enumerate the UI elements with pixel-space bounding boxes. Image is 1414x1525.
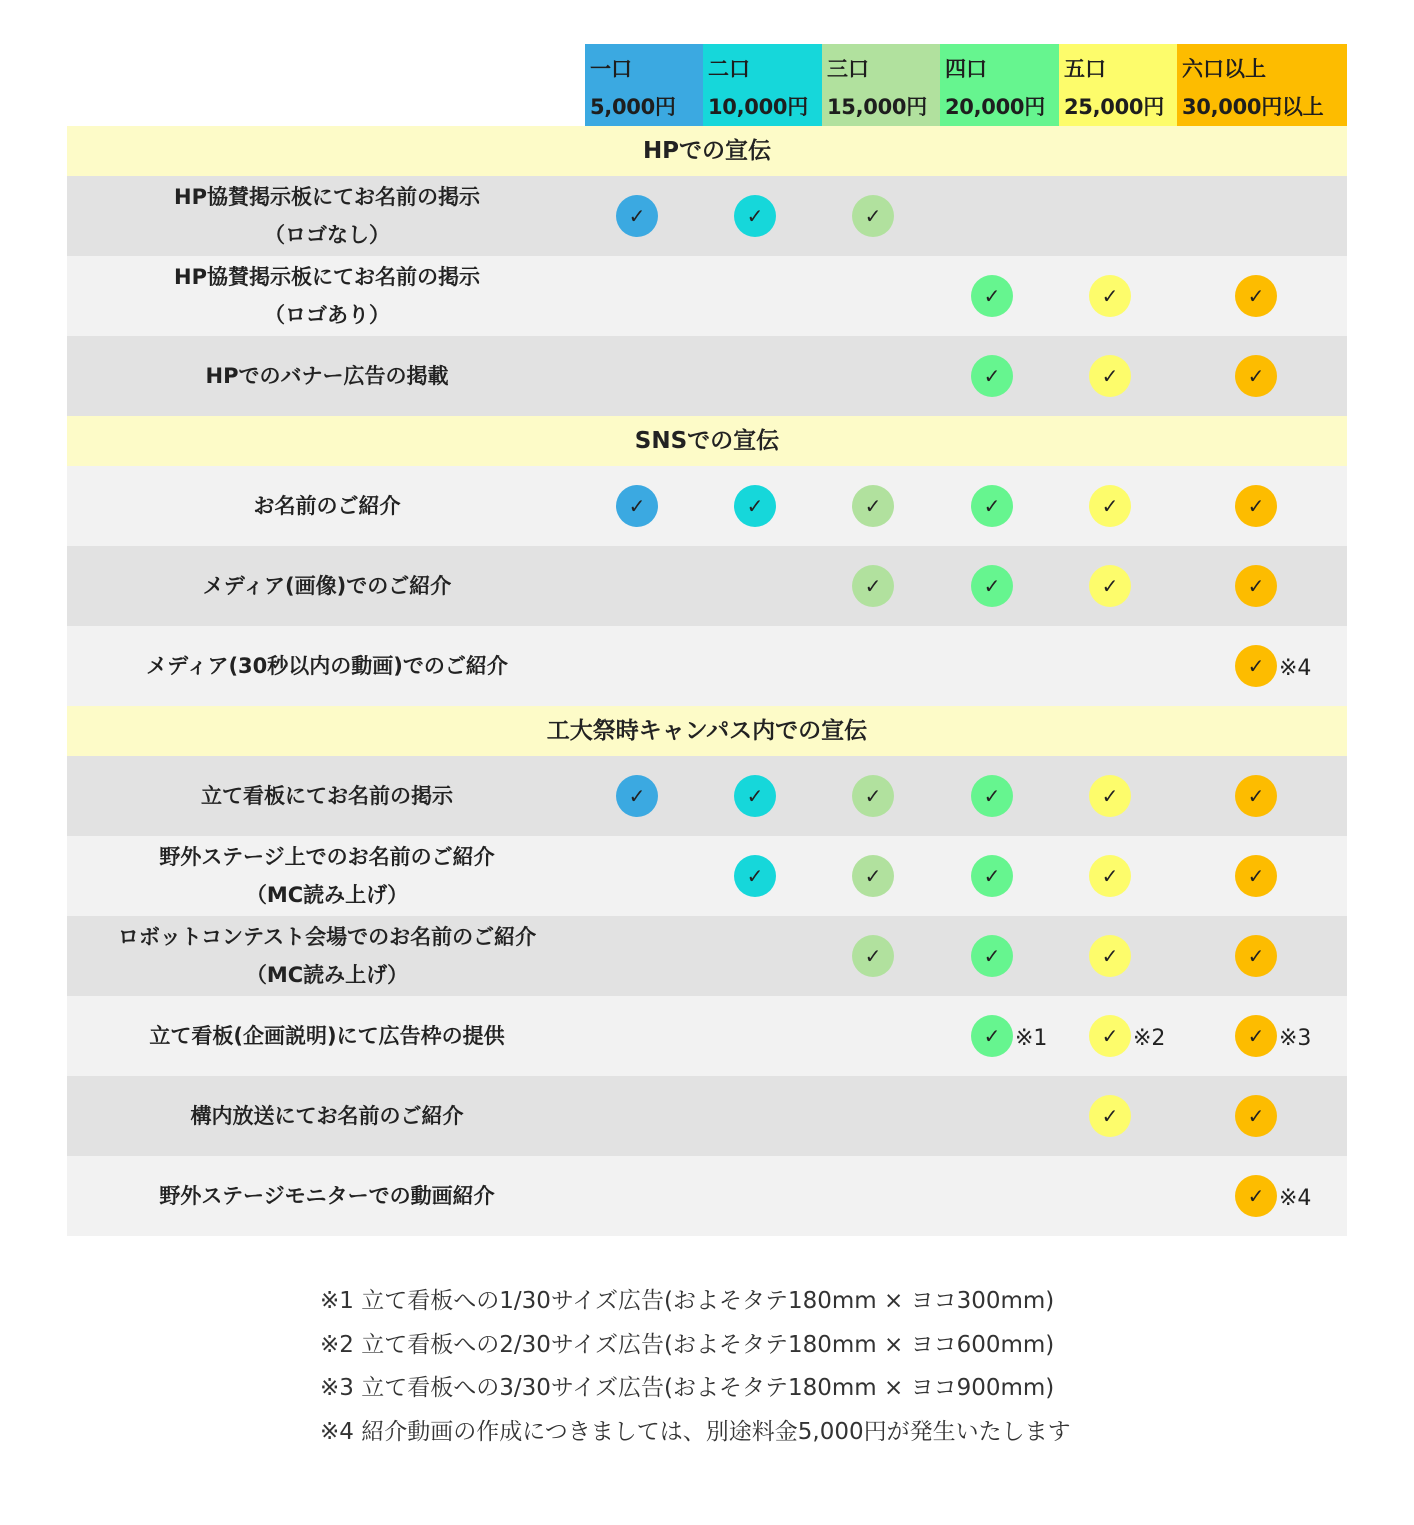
check-icon: ✓	[852, 195, 894, 237]
benefit-label-line: （ロゴなし）	[264, 223, 390, 247]
footnote-ref: ※4	[1279, 1186, 1312, 1211]
check-icon: ✓	[852, 565, 894, 607]
check-icon: ✓	[852, 935, 894, 977]
benefit-row	[67, 466, 1347, 546]
check-icon: ✓	[1089, 355, 1131, 397]
tier-price: 20,000円	[945, 95, 1045, 119]
benefit-sections	[67, 126, 1347, 1236]
tier-price: 15,000円	[827, 95, 927, 119]
benefit-label	[67, 626, 587, 706]
benefit-label-line: HP協賛掲示板にてお名前の掲示	[174, 185, 480, 209]
check-icon: ✓	[1235, 275, 1277, 317]
check-icon: ✓	[1235, 855, 1277, 897]
benefit-label-line: お名前のご紹介	[253, 494, 401, 518]
tier-header-6	[1177, 44, 1347, 126]
benefit-label	[67, 256, 587, 336]
benefit-label-line: 構内放送にてお名前のご紹介	[190, 1104, 464, 1128]
benefit-row	[67, 626, 1347, 706]
benefit-label-line: （MC読み上げ）	[245, 883, 409, 907]
benefit-label-line: 野外ステージ上でのお名前のご紹介	[159, 845, 495, 869]
benefit-row	[67, 256, 1347, 336]
benefit-label	[67, 1076, 587, 1156]
check-icon: ✓	[616, 775, 658, 817]
benefit-row	[67, 546, 1347, 626]
check-icon: ✓	[1235, 355, 1277, 397]
tier-name: 三口	[827, 57, 869, 81]
footnotes	[320, 1280, 1220, 1454]
benefit-row	[67, 176, 1347, 256]
tier-price: 5,000円	[590, 95, 676, 119]
benefit-label	[67, 1156, 587, 1236]
tier-header-2	[703, 44, 822, 126]
tier-name: 六口以上	[1182, 57, 1266, 81]
check-icon: ✓	[734, 195, 776, 237]
check-icon: ✓	[971, 775, 1013, 817]
check-icon: ✓	[734, 485, 776, 527]
tier-header-4	[940, 44, 1059, 126]
check-icon: ✓	[1089, 485, 1131, 527]
tier-header-1	[585, 44, 703, 126]
check-icon: ✓	[971, 355, 1013, 397]
footnote-ref: ※2	[1133, 1026, 1166, 1051]
section-header: 工大祭時キャンパス内での宣伝	[67, 706, 1347, 756]
tier-price: 30,000円以上	[1182, 95, 1324, 119]
check-icon: ✓	[1089, 565, 1131, 607]
benefit-label-line: （ロゴあり）	[264, 303, 390, 327]
benefit-row	[67, 756, 1347, 836]
benefit-label	[67, 756, 587, 836]
check-icon: ✓	[1235, 645, 1277, 687]
footnote-ref: ※4	[1279, 656, 1312, 681]
benefit-label-line: （MC読み上げ）	[245, 963, 409, 987]
check-icon: ✓	[616, 485, 658, 527]
check-icon: ✓	[852, 485, 894, 527]
check-icon: ✓	[1089, 775, 1131, 817]
benefit-label	[67, 176, 587, 256]
check-icon: ✓	[1089, 1015, 1131, 1057]
check-icon: ✓	[1235, 1015, 1277, 1057]
footnote-3: ※3 立て看板への3/30サイズ広告(およそタテ180mm × ヨコ900mm)	[320, 1375, 1055, 1401]
check-icon: ✓	[734, 775, 776, 817]
check-icon: ✓	[1235, 565, 1277, 607]
section-header: SNSでの宣伝	[67, 416, 1347, 466]
tier-price: 10,000円	[708, 95, 808, 119]
benefit-row	[67, 916, 1347, 996]
benefit-label	[67, 546, 587, 626]
footnote-1: ※1 立て看板への1/30サイズ広告(およそタテ180mm × ヨコ300mm)	[320, 1288, 1055, 1314]
benefit-label	[67, 836, 587, 916]
benefit-label	[67, 916, 587, 996]
tier-name: 四口	[945, 57, 987, 81]
check-icon: ✓	[1235, 485, 1277, 527]
check-icon: ✓	[852, 775, 894, 817]
footnote-2: ※2 立て看板への2/30サイズ広告(およそタテ180mm × ヨコ600mm)	[320, 1331, 1055, 1358]
check-icon: ✓	[971, 1015, 1013, 1057]
tier-header-row	[67, 44, 1347, 126]
benefit-row	[67, 336, 1347, 416]
section-header: HPでの宣伝	[67, 126, 1347, 176]
check-icon: ✓	[971, 565, 1013, 607]
footnote-ref: ※1	[1015, 1026, 1048, 1051]
benefit-label	[67, 996, 587, 1076]
tier-header-5	[1059, 44, 1177, 126]
benefit-label-line: メディア(画像)でのご紹介	[202, 574, 452, 598]
benefit-label-line: HP協賛掲示板にてお名前の掲示	[174, 265, 480, 289]
benefit-label-line: ロボットコンテスト会場でのお名前のご紹介	[117, 925, 537, 949]
check-icon: ✓	[1235, 935, 1277, 977]
check-icon: ✓	[971, 855, 1013, 897]
check-icon: ✓	[1089, 855, 1131, 897]
benefit-label-line: HPでのバナー広告の掲載	[205, 364, 449, 388]
benefit-label	[67, 336, 587, 416]
check-icon: ✓	[1089, 275, 1131, 317]
check-icon: ✓	[971, 485, 1013, 527]
benefit-row	[67, 996, 1347, 1076]
benefit-row	[67, 1156, 1347, 1236]
tier-name: 一口	[590, 57, 632, 81]
tier-price: 25,000円	[1064, 95, 1164, 119]
check-icon: ✓	[1089, 935, 1131, 977]
check-icon: ✓	[1235, 775, 1277, 817]
check-icon: ✓	[852, 855, 894, 897]
tier-name: 二口	[708, 57, 750, 81]
footnote-4: ※4 紹介動画の作成につきましては、別途料金5,000円が発生いたします	[320, 1418, 1071, 1445]
check-icon: ✓	[971, 275, 1013, 317]
benefit-row	[67, 836, 1347, 916]
sponsorship-table	[67, 44, 1347, 1236]
tier-header-3	[822, 44, 940, 126]
benefit-label-line: 立て看板(企画説明)にて広告枠の提供	[149, 1024, 505, 1048]
check-icon: ✓	[1089, 1095, 1131, 1137]
benefit-label-line: 立て看板にてお名前の掲示	[201, 784, 453, 808]
check-icon: ✓	[734, 855, 776, 897]
benefit-label-line: 野外ステージモニターでの動画紹介	[159, 1184, 495, 1208]
check-icon: ✓	[971, 935, 1013, 977]
benefit-label-line: メディア(30秒以内の動画)でのご紹介	[146, 654, 508, 678]
benefit-row	[67, 1076, 1347, 1156]
check-icon: ✓	[616, 195, 658, 237]
check-icon: ✓	[1235, 1175, 1277, 1217]
tier-name: 五口	[1064, 57, 1106, 81]
benefit-label	[67, 466, 587, 546]
check-icon: ✓	[1235, 1095, 1277, 1137]
footnote-ref: ※3	[1279, 1026, 1312, 1051]
